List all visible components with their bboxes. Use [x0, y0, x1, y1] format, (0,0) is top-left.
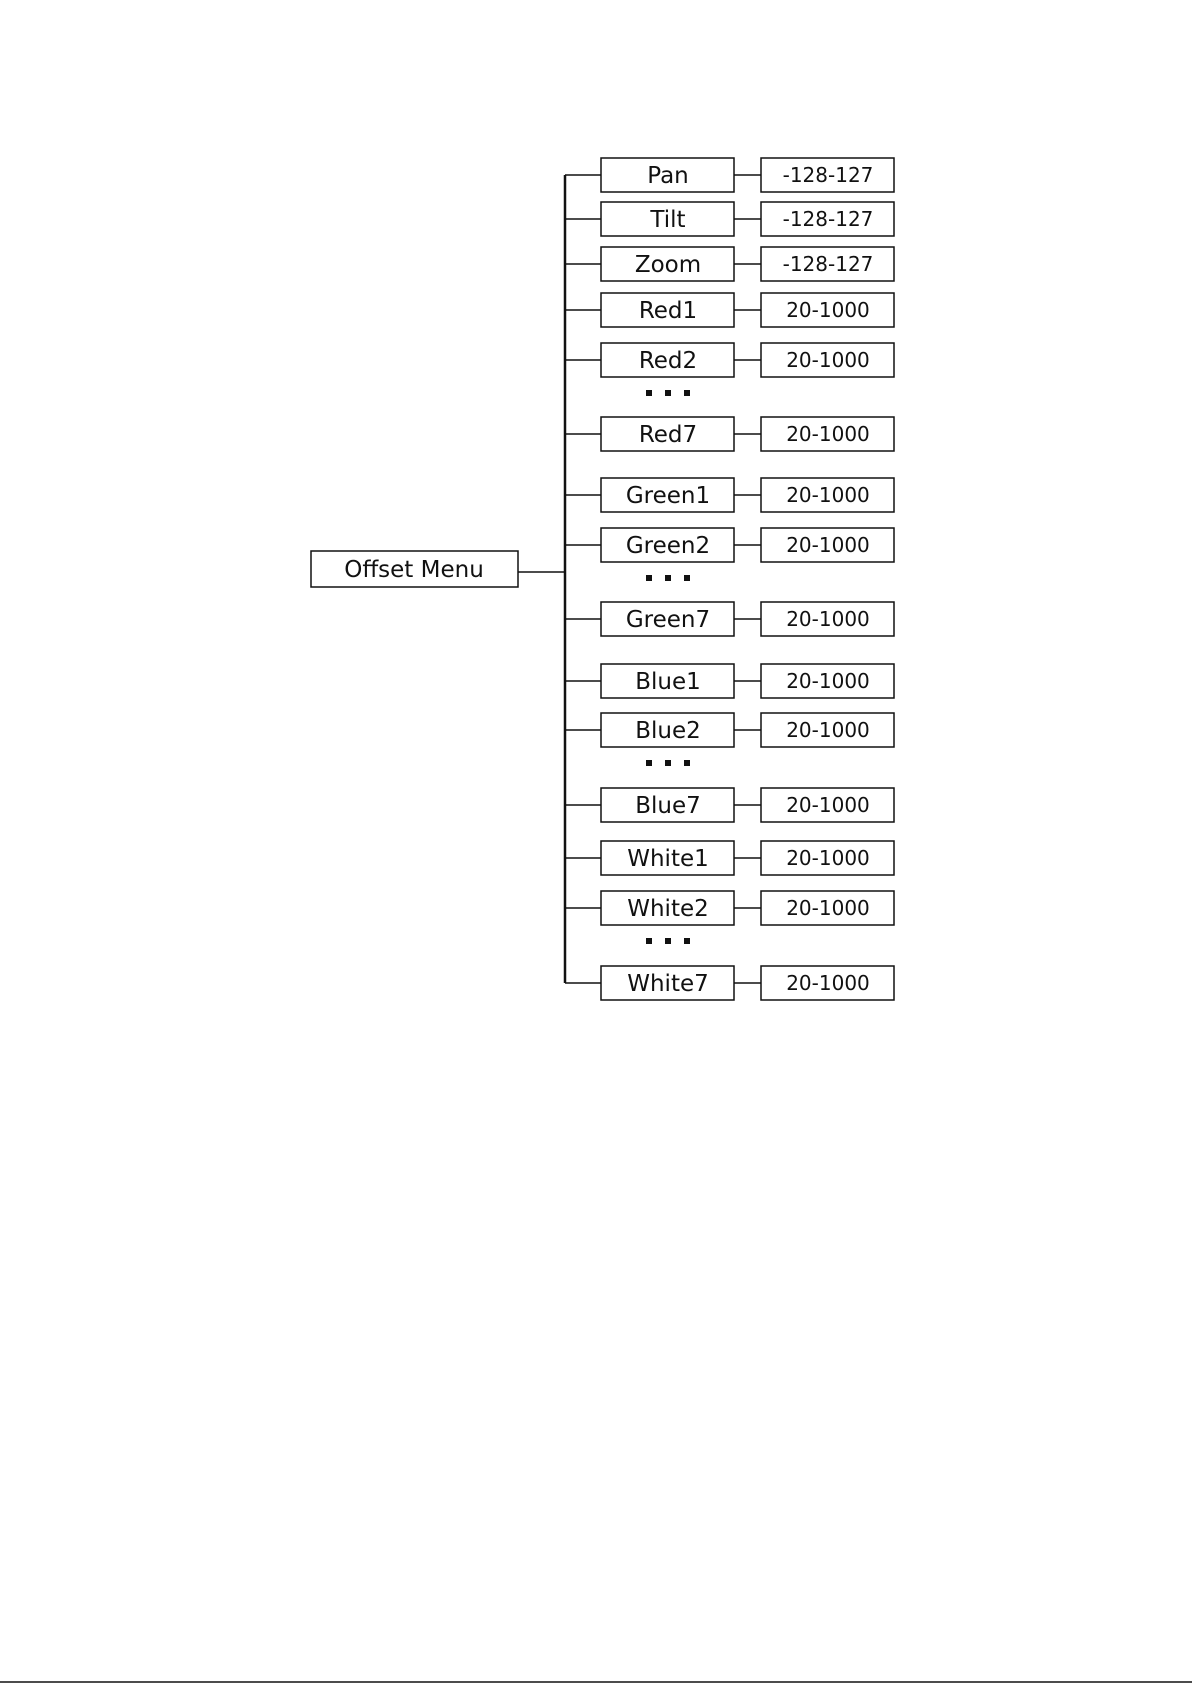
item-label: Green1	[625, 483, 711, 509]
range-label: 20-1000	[786, 846, 870, 870]
range-label: 20-1000	[786, 793, 870, 817]
ellipsis-dots	[646, 938, 690, 944]
item-label: Blue7	[635, 793, 701, 819]
item-label: Red1	[638, 298, 698, 324]
menu-row-blue1	[565, 664, 894, 698]
item-label: Zoom	[634, 252, 702, 278]
item-label: White2	[627, 896, 709, 922]
menu-row-red7	[565, 417, 894, 451]
item-label: Pan	[647, 163, 689, 189]
range-label: 20-1000	[786, 533, 870, 557]
menu-row-red1	[565, 293, 894, 327]
item-label: Green2	[625, 533, 711, 559]
menu-row-blue7	[565, 788, 894, 822]
item-label: Blue1	[635, 669, 701, 695]
item-label: Red7	[638, 422, 698, 448]
range-label: 20-1000	[786, 483, 870, 507]
menu-row-white7	[565, 966, 894, 1000]
menu-row-white1	[565, 841, 894, 875]
menu-row-red2	[565, 343, 894, 377]
menu-rows	[565, 158, 894, 1000]
item-label: Tilt	[650, 207, 686, 233]
root-node	[311, 551, 518, 587]
ellipsis-dots	[646, 390, 690, 396]
item-label: White7	[627, 971, 709, 997]
menu-row-green7	[565, 602, 894, 636]
menu-row-zoom	[565, 247, 894, 281]
range-label: 20-1000	[786, 669, 870, 693]
range-label: 20-1000	[786, 422, 870, 446]
item-label: Red2	[638, 348, 698, 374]
range-label: 20-1000	[786, 348, 870, 372]
root-label: Offset Menu	[344, 557, 484, 583]
ellipsis-dots	[646, 575, 690, 581]
menu-row-green1	[565, 478, 894, 512]
menu-row-green2	[565, 528, 894, 562]
menu-row-pan	[565, 158, 894, 192]
range-label: 20-1000	[786, 896, 870, 920]
item-label: Blue2	[635, 718, 701, 744]
menu-row-tilt	[565, 202, 894, 236]
range-label: 20-1000	[786, 607, 870, 631]
item-label: Green7	[625, 607, 711, 633]
range-label: 20-1000	[786, 718, 870, 742]
range-label: 20-1000	[786, 971, 870, 995]
menu-row-blue2	[565, 713, 894, 747]
range-label: 20-1000	[786, 298, 870, 322]
menu-row-white2	[565, 891, 894, 925]
item-label: White1	[627, 846, 709, 872]
ellipsis-dots	[646, 760, 690, 766]
range-label: -128-127	[782, 163, 874, 187]
range-label: -128-127	[782, 252, 874, 276]
range-label: -128-127	[782, 207, 874, 231]
